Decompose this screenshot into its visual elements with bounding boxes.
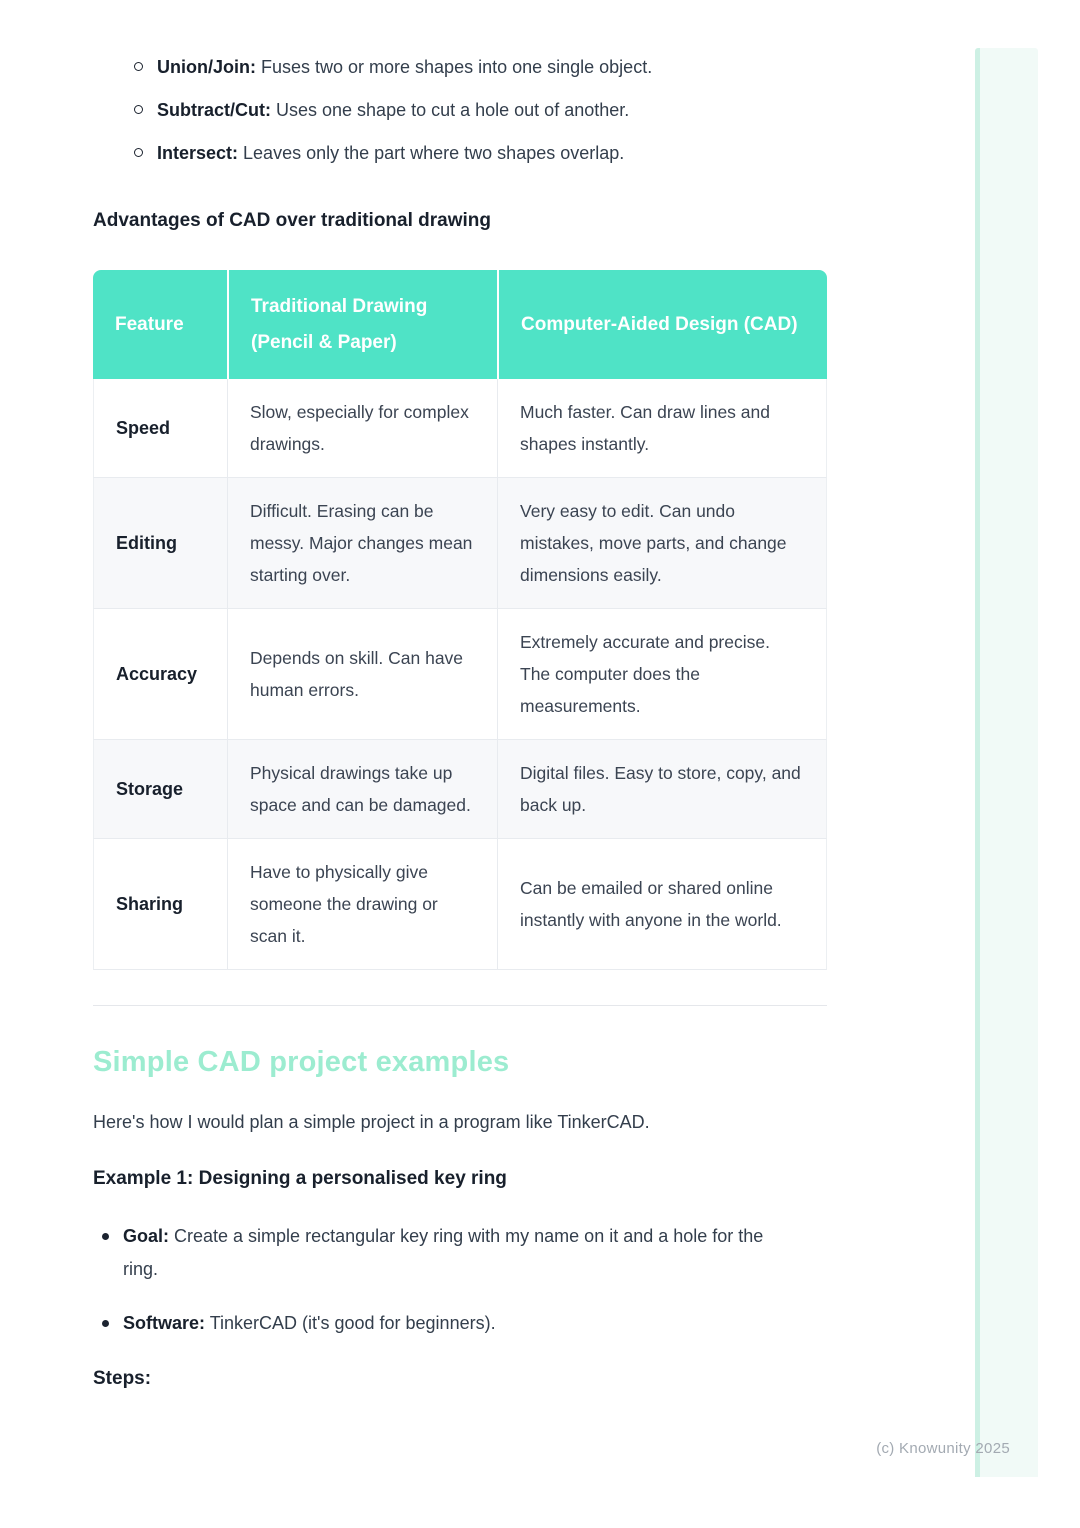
list-item xyxy=(93,52,827,82)
document-content xyxy=(93,0,827,1391)
section-divider xyxy=(93,1005,827,1006)
list-item xyxy=(93,138,827,168)
list-item-text: TinkerCAD (it's good for beginners). xyxy=(205,1313,496,1333)
list-item-text: Uses one shape to cut a hole out of another. xyxy=(271,100,630,120)
list-item-term: Software: xyxy=(123,1313,206,1333)
table-row xyxy=(93,609,827,740)
table-row xyxy=(93,478,827,609)
copyright-notice: (c) Knowunity 2025 xyxy=(876,1440,1010,1457)
boolean-operations-list xyxy=(93,52,827,168)
list-item-text: Create a simple rectangular key ring with my name on it and a hole for the ring. xyxy=(123,1226,764,1279)
table-row xyxy=(93,839,827,970)
list-item xyxy=(93,95,827,125)
table-row xyxy=(93,740,827,839)
list-item xyxy=(93,1307,793,1340)
table-cell-traditional: Have to physically give someone the drawing or scan it. xyxy=(227,839,497,970)
list-item-term: Subtract/Cut: xyxy=(157,100,271,120)
section-heading: Simple CAD project examples xyxy=(93,1046,510,1078)
example-bullet-list xyxy=(93,1220,793,1340)
table-cell-traditional: Physical drawings take up space and can be damaged. xyxy=(227,740,497,839)
table-cell-cad: Extremely accurate and precise. The computer does the measurements. xyxy=(497,609,827,740)
page-accent-strip xyxy=(975,48,1038,1477)
table-cell-cad: Very easy to edit. Can undo mistakes, move parts, and change dimensions easily. xyxy=(497,478,827,609)
list-item-term: Goal: xyxy=(123,1226,170,1246)
list-item-text: Leaves only the part where two shapes overlap. xyxy=(238,143,625,163)
table-cell-feature: Editing xyxy=(93,478,227,609)
table-cell-traditional: Slow, especially for complex drawings. xyxy=(227,379,497,478)
cad-comparison-table xyxy=(93,270,827,970)
table-cell-feature: Speed xyxy=(93,379,227,478)
table-header-row xyxy=(93,270,827,379)
table-cell-cad: Can be emailed or shared online instantly with anyone in the world. xyxy=(497,839,827,970)
list-item-term: Intersect: xyxy=(157,143,239,163)
table-cell-feature: Storage xyxy=(93,740,227,839)
table-cell-traditional: Depends on skill. Can have human errors. xyxy=(227,609,497,740)
list-item xyxy=(93,1220,793,1286)
list-item-text: Fuses two or more shapes into one single object. xyxy=(255,57,653,77)
table-cell-feature: Accuracy xyxy=(93,609,227,740)
table-cell-cad: Digital files. Easy to store, copy, and back up. xyxy=(497,740,827,839)
table-cell-cad: Much faster. Can draw lines and shapes instantly. xyxy=(497,379,827,478)
table-header-traditional: Traditional Drawing (Pencil & Paper) xyxy=(227,270,497,379)
table-row xyxy=(93,379,827,478)
table-cell-traditional: Difficult. Erasing can be messy. Major changes mean starting over. xyxy=(227,478,497,609)
section-intro: Here's how I would plan a simple project in a program like TinkerCAD. xyxy=(93,1112,650,1132)
steps-label: Steps: xyxy=(93,1368,152,1389)
table-header-cad: Computer-Aided Design (CAD) xyxy=(497,270,827,379)
table-header-feature: Feature xyxy=(93,270,227,379)
table-cell-feature: Sharing xyxy=(93,839,227,970)
advantages-heading: Advantages of CAD over traditional drawing xyxy=(93,210,491,231)
list-item-term: Union/Join: xyxy=(157,57,256,77)
example-heading: Example 1: Designing a personalised key ring xyxy=(93,1168,507,1189)
